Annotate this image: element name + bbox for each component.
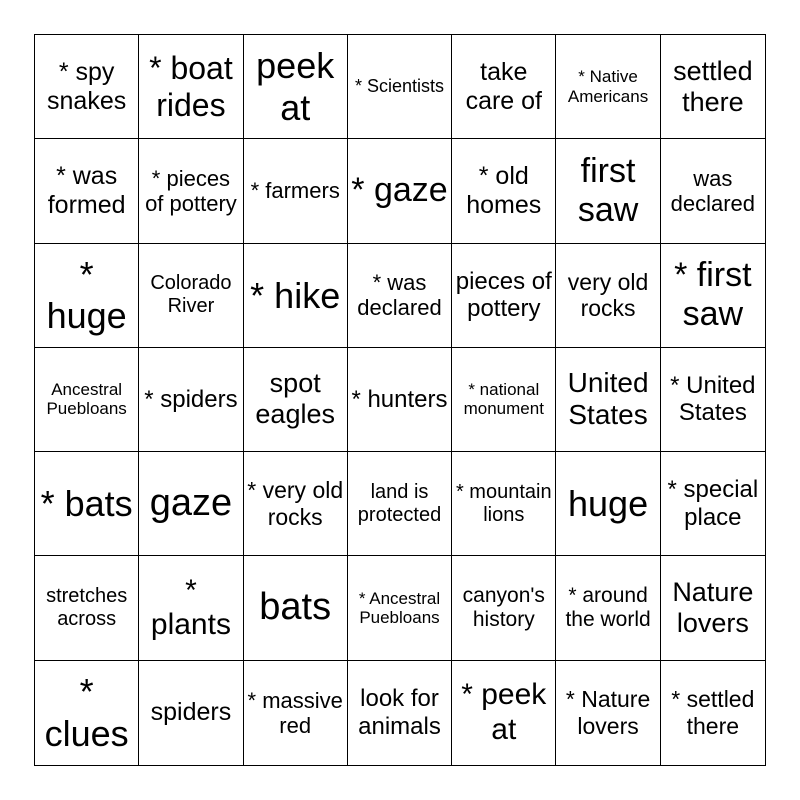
bingo-cell-3-4[interactable]: * was declared: [348, 244, 452, 348]
bingo-cell-4-6[interactable]: United States: [556, 348, 660, 452]
bingo-cell-7-6[interactable]: * Nature lovers: [556, 661, 660, 765]
bingo-cell-4-3[interactable]: spot eagles: [244, 348, 348, 452]
bingo-cell-2-3[interactable]: * farmers: [244, 139, 348, 243]
bingo-cell-7-3[interactable]: * massive red: [244, 661, 348, 765]
bingo-cell-5-5[interactable]: * mountain lions: [452, 452, 556, 556]
bingo-cell-5-2[interactable]: gaze: [139, 452, 243, 556]
bingo-cell-6-6[interactable]: * around the world: [556, 556, 660, 660]
bingo-cell-1-5[interactable]: take care of: [452, 35, 556, 139]
bingo-cell-4-2[interactable]: * spiders: [139, 348, 243, 452]
bingo-cell-4-5[interactable]: * national monument: [452, 348, 556, 452]
bingo-cell-2-2[interactable]: * pieces of pottery: [139, 139, 243, 243]
bingo-cell-2-5[interactable]: * old homes: [452, 139, 556, 243]
bingo-cell-5-1[interactable]: * bats: [35, 452, 139, 556]
bingo-cell-5-3[interactable]: * very old rocks: [244, 452, 348, 556]
bingo-cell-6-2[interactable]: * plants: [139, 556, 243, 660]
bingo-cell-2-1[interactable]: * was formed: [35, 139, 139, 243]
bingo-cell-3-3[interactable]: * hike: [244, 244, 348, 348]
bingo-cell-3-1[interactable]: * huge: [35, 244, 139, 348]
bingo-cell-6-4[interactable]: * Ancestral Puebloans: [348, 556, 452, 660]
bingo-cell-4-4[interactable]: * hunters: [348, 348, 452, 452]
bingo-cell-6-1[interactable]: stretches across: [35, 556, 139, 660]
bingo-cell-1-2[interactable]: * boat rides: [139, 35, 243, 139]
bingo-cell-1-6[interactable]: * Native Americans: [556, 35, 660, 139]
bingo-cell-6-7[interactable]: Nature lovers: [661, 556, 765, 660]
bingo-cell-4-7[interactable]: * United States: [661, 348, 765, 452]
bingo-cell-1-7[interactable]: settled there: [661, 35, 765, 139]
bingo-cell-1-3[interactable]: peek at: [244, 35, 348, 139]
bingo-cell-1-1[interactable]: * spy snakes: [35, 35, 139, 139]
bingo-cell-2-7[interactable]: was declared: [661, 139, 765, 243]
bingo-cell-6-5[interactable]: canyon's history: [452, 556, 556, 660]
bingo-cell-7-4[interactable]: look for animals: [348, 661, 452, 765]
bingo-cell-7-7[interactable]: * settled there: [671, 686, 755, 739]
bingo-cell-7-2[interactable]: spiders: [139, 661, 243, 765]
bingo-cell-5-7[interactable]: * special place: [661, 452, 765, 556]
bingo-cell-6-3[interactable]: bats: [244, 556, 348, 660]
bingo-cell-4-1[interactable]: Ancestral Puebloans: [35, 348, 139, 452]
bingo-cell-3-6[interactable]: very old rocks: [556, 244, 660, 348]
bingo-cell-3-7[interactable]: * first saw: [661, 244, 765, 348]
bingo-cell-7-5[interactable]: * peek at: [452, 661, 556, 765]
bingo-cell-7-1[interactable]: * clues: [35, 661, 139, 765]
bingo-board: [34, 34, 766, 766]
bingo-cell-5-6[interactable]: huge: [556, 452, 660, 556]
bingo-cell-2-4[interactable]: * gaze: [348, 139, 452, 243]
bingo-cell-3-2[interactable]: Colorado River: [139, 244, 243, 348]
bingo-cell-1-4[interactable]: * Scientists: [348, 35, 452, 139]
bingo-cell-2-6[interactable]: first saw: [556, 139, 660, 243]
bingo-cell-3-5[interactable]: pieces of pottery: [452, 244, 556, 348]
bingo-cell-5-4[interactable]: land is protected: [348, 452, 452, 556]
